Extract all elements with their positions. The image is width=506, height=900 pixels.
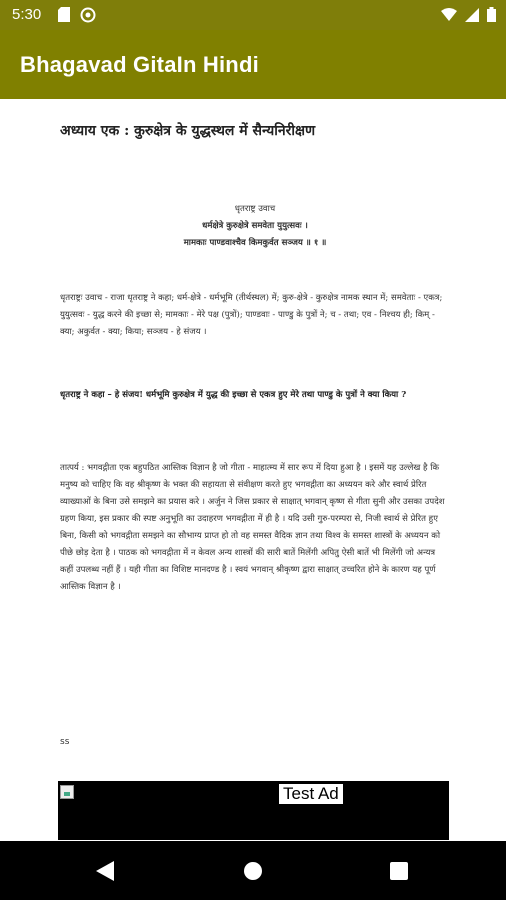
wifi-icon (441, 7, 457, 26)
app-bar (0, 30, 506, 99)
verse-line-2: मामकाः पाण्डवाश्चैव किमकुर्वत सञ्जय ॥ १ ॥ (183, 238, 327, 248)
verse-sanskrit (60, 201, 450, 252)
chapter-content[interactable] (0, 99, 506, 841)
home-icon[interactable] (241, 859, 265, 883)
signal-icon (465, 7, 479, 26)
status-time: 5:30 (12, 6, 42, 23)
sd-card-icon (58, 7, 70, 26)
status-bar (0, 0, 506, 30)
chapter-title: अध्याय एक : कुरुक्षेत्र के युद्धस्थल में सैन्यनिरीक्षण (60, 123, 316, 139)
verse-line-1: धर्मक्षेत्रे कुरुक्षेत्रे समवेता युयुत्सवः । (202, 221, 308, 231)
app-title: Bhagavad GitaIn Hindi (20, 52, 259, 77)
verse-speaker: धृतराष्ट्र उवाच (234, 204, 276, 214)
purport-paragraph: तात्पर्य : भगवद्गीता एक बहुपठित आस्तिक विज्ञान है जो गीता - माहात्म्य में सार रूप में दिया हुआ है । इसमें यह उल्लेख है कि मनुष्य को चाहिए कि वह श्रीकृष्ण के भक्त की सहायता से संवीक्षण करते हुए भगवद्गीता का अध्ययन करे और स्वार्थ प्रेरित व्याख्याओं के बिना उसे समझने का प्रयास करे । अर्जुन ने जिस प्रकार से साक्षात् भगवान् कृष्ण से गीता सुनी और उसका उपदेश ग्रहण किया, इस प्रकार की स्पष्ट अनुभूति का उदाहरण भगवद्गीता में ही है । यदि उसी गुरु-परम्परा से, निजी स्वार्थ से प्रेरित हुए बिना, किसी को भगवद्गीता समझने का सौभाग्य प्राप्त हो तो वह समस्त वैदिक ज्ञान तथा विश्व के समस्त शास्त्रों के अध्ययन को पीछे छोड़ देता है । पाठक को भगवद्गीता में न केवल अन्य शास्त्रों की सारी बातें मिलेंगी अपितु ऐसी बातें भी मिलेंगी जो अन्यत्र कहीं उपलब्ध नहीं हैं । यही गीता का विशिष्ट मानदण्ड है । स्वयं भगवान् श्रीकृष्ण द्वारा साक्षात् उच्चरित होने के कारण यह पूर्ण आस्तिक विज्ञान है । (60, 463, 445, 592)
translation-paragraph: धृतराष्ट्र ने कहा – हे संजय! धर्मभूमि कुरुक्षेत्र में युद्ध की इच्छा से एकत्र हुए मेरे तथा पाण्डु के पुत्रों ने क्या किया ? (60, 390, 407, 400)
ad-banner[interactable] (58, 781, 449, 840)
navigation-bar (0, 841, 506, 900)
back-icon[interactable] (93, 859, 117, 883)
synonyms-paragraph: धृतराष्ट्रः उवाच - राजा धृतराष्ट्र ने कहा; धर्म-क्षेत्रे - धर्मभूमि (तीर्थस्थल) में; कुरु-क्षेत्रे - कुरुक्षेत्र नामक स्थान में; समवेताः - एकत्र; युयुत्सवः - युद्ध करने की इच्छा से; मामकाः - मेरे पक्ष (पुत्रों); पाण्डवाः - पाण्डु के पुत्रों ने; च - तथा; एव - निश्चय ही; किम् - क्या; अकुर्वत - क्या; किया; सञ्जय - हे संजय । (60, 293, 443, 337)
recents-icon[interactable] (387, 859, 411, 883)
battery-icon (487, 7, 496, 26)
broken-image-icon (60, 785, 74, 799)
page-footer-mark: ss (60, 737, 70, 747)
ad-label[interactable]: Test Ad (279, 784, 343, 804)
sync-icon (80, 7, 96, 27)
